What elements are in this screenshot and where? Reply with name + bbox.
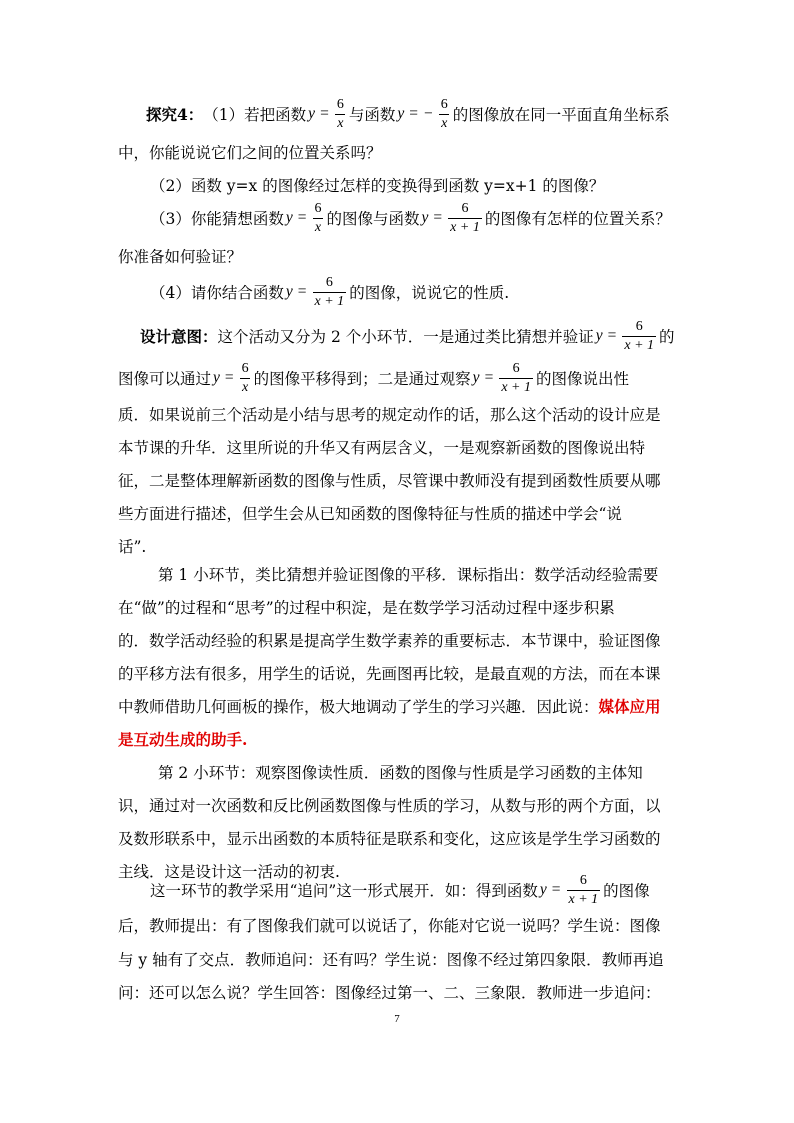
fraction: $\frac{6}{x + 1}$ <box>450 200 480 235</box>
text-line: （4）请你结合函数 y = $\frac{6}{x + 1}$ 的图像，说说它的性质. <box>150 274 510 309</box>
text-line: 这一环节的教学采用“追问”这一形式展开．如：得到函数 y = $\frac{6}{x + 1}$ 的图像 <box>150 872 650 907</box>
text-line: 设计意图： 这个活动又分为 2 个小环节．一是通过类比猜想并验证 y = $\frac{6}{x + 1}$ 的 <box>140 318 675 353</box>
fraction: $\frac{6}{x + 1}$ <box>568 872 599 907</box>
text-line: 及数形联系中，显示出函数的本质特征是联系和变化，这应该是学生学习函数的 <box>118 830 661 848</box>
fraction: $\frac{6}{x + 1}$ <box>314 274 345 309</box>
text-line: 你准备如何验证？ <box>118 248 243 266</box>
highlight-text: 媒体应用 <box>598 697 661 716</box>
text-line: 在“做”的过程和“思考”的过程中积淀，是在数学学习活动过程中逐步积累 <box>118 599 615 617</box>
section-heading: 探究4： <box>146 105 204 124</box>
fraction: $\frac{6}{x}$ <box>241 360 249 395</box>
text-line: 第 1 小环节，类比猜想并验证图像的平移．课标指出：数学活动经验需要 <box>158 566 659 584</box>
text-line: 问：还可以怎么说？学生回答：图像经过第一、二、三象限．教师进一步追问： <box>118 984 661 1002</box>
fraction: $\frac{6}{x}$ <box>440 96 448 131</box>
text-line: 识，通过对一次函数和反比例函数图像与性质的学习，从数与形的两个方面，以 <box>118 797 661 815</box>
fraction: $\frac{6}{x}$ <box>336 96 344 131</box>
design-intent-heading: 设计意图： <box>140 327 218 346</box>
page-number: 7 <box>394 1013 400 1025</box>
text-line: 征，二是整体理解新函数的图像与性质，尽管课中教师没有提到函数性质要从哪 <box>118 472 661 490</box>
text-line: 第 2 小环节：观察图像读性质．函数的图像与性质是学习函数的主体知 <box>158 764 643 782</box>
text-line: 质．如果说前三个活动是小结与思考的规定动作的话，那么这个活动的设计应是 <box>118 406 661 424</box>
fraction: $\frac{6}{x + 1}$ <box>624 318 655 353</box>
text-line: 本节课的升华．这里所说的升华又有两层含义，一是观察新函数的图像说出特 <box>118 439 646 457</box>
text-line: 探究4： （1）若把函数 y = $\frac{6}{x}$ 与函数 y = − $\frac{6}{x}$ 的图像放在同一平面直角坐标系 <box>146 96 670 131</box>
text-line: 的平移方法有很多，用学生的话说，先画图再比较，是最直观的方法，而在本课 <box>118 665 661 683</box>
text-line: 中教师借助几何画板的操作，极大地调动了学生的学习兴趣．因此说： 媒体应用 <box>118 697 661 716</box>
math-var: y <box>308 105 316 122</box>
text-line: （3）你能猜想函数 y = $\frac{6}{x}$ 的图像与函数 y = $\frac{6}{x + 1}$ 的图像有怎样的位置关系？ <box>150 200 671 235</box>
text-line: 主线．这是设计这一活动的初衷. <box>118 863 340 881</box>
text-line: 中，你能说说它们之间的位置关系吗？ <box>118 144 382 162</box>
text-line: （2）函数 y=x 的图像经过怎样的变换得到函数 y=x+1 的图像？ <box>150 177 605 195</box>
text-line: 些方面进行描述，但学生会从已知函数的图像特征与性质的描述中学会“说 <box>118 505 622 523</box>
text-line: 话”. <box>118 538 147 556</box>
fraction: $\frac{6}{x + 1}$ <box>501 360 531 395</box>
text-line: 的．数学活动经验的积累是提高学生数学素养的重要标志．本节课中，验证图像 <box>118 632 661 650</box>
highlight-text: 是互动生成的助手. <box>118 730 248 749</box>
fraction: $\frac{6}{x}$ <box>314 200 322 235</box>
text-line: 图像可以通过 y = $\frac{6}{x}$ 的图像平移得到；二是通过观察 y = $\frac{6}{x + 1}$ 的图像说出性 <box>118 360 629 395</box>
text-line: 后，教师提出：有了图像我们就可以说话了，你能对它说一说吗？学生说：图像 <box>118 917 661 935</box>
text-line: 与 y 轴有了交点．教师追问：还有吗？学生说：图像不经过第四象限．教师再追 <box>118 951 664 969</box>
